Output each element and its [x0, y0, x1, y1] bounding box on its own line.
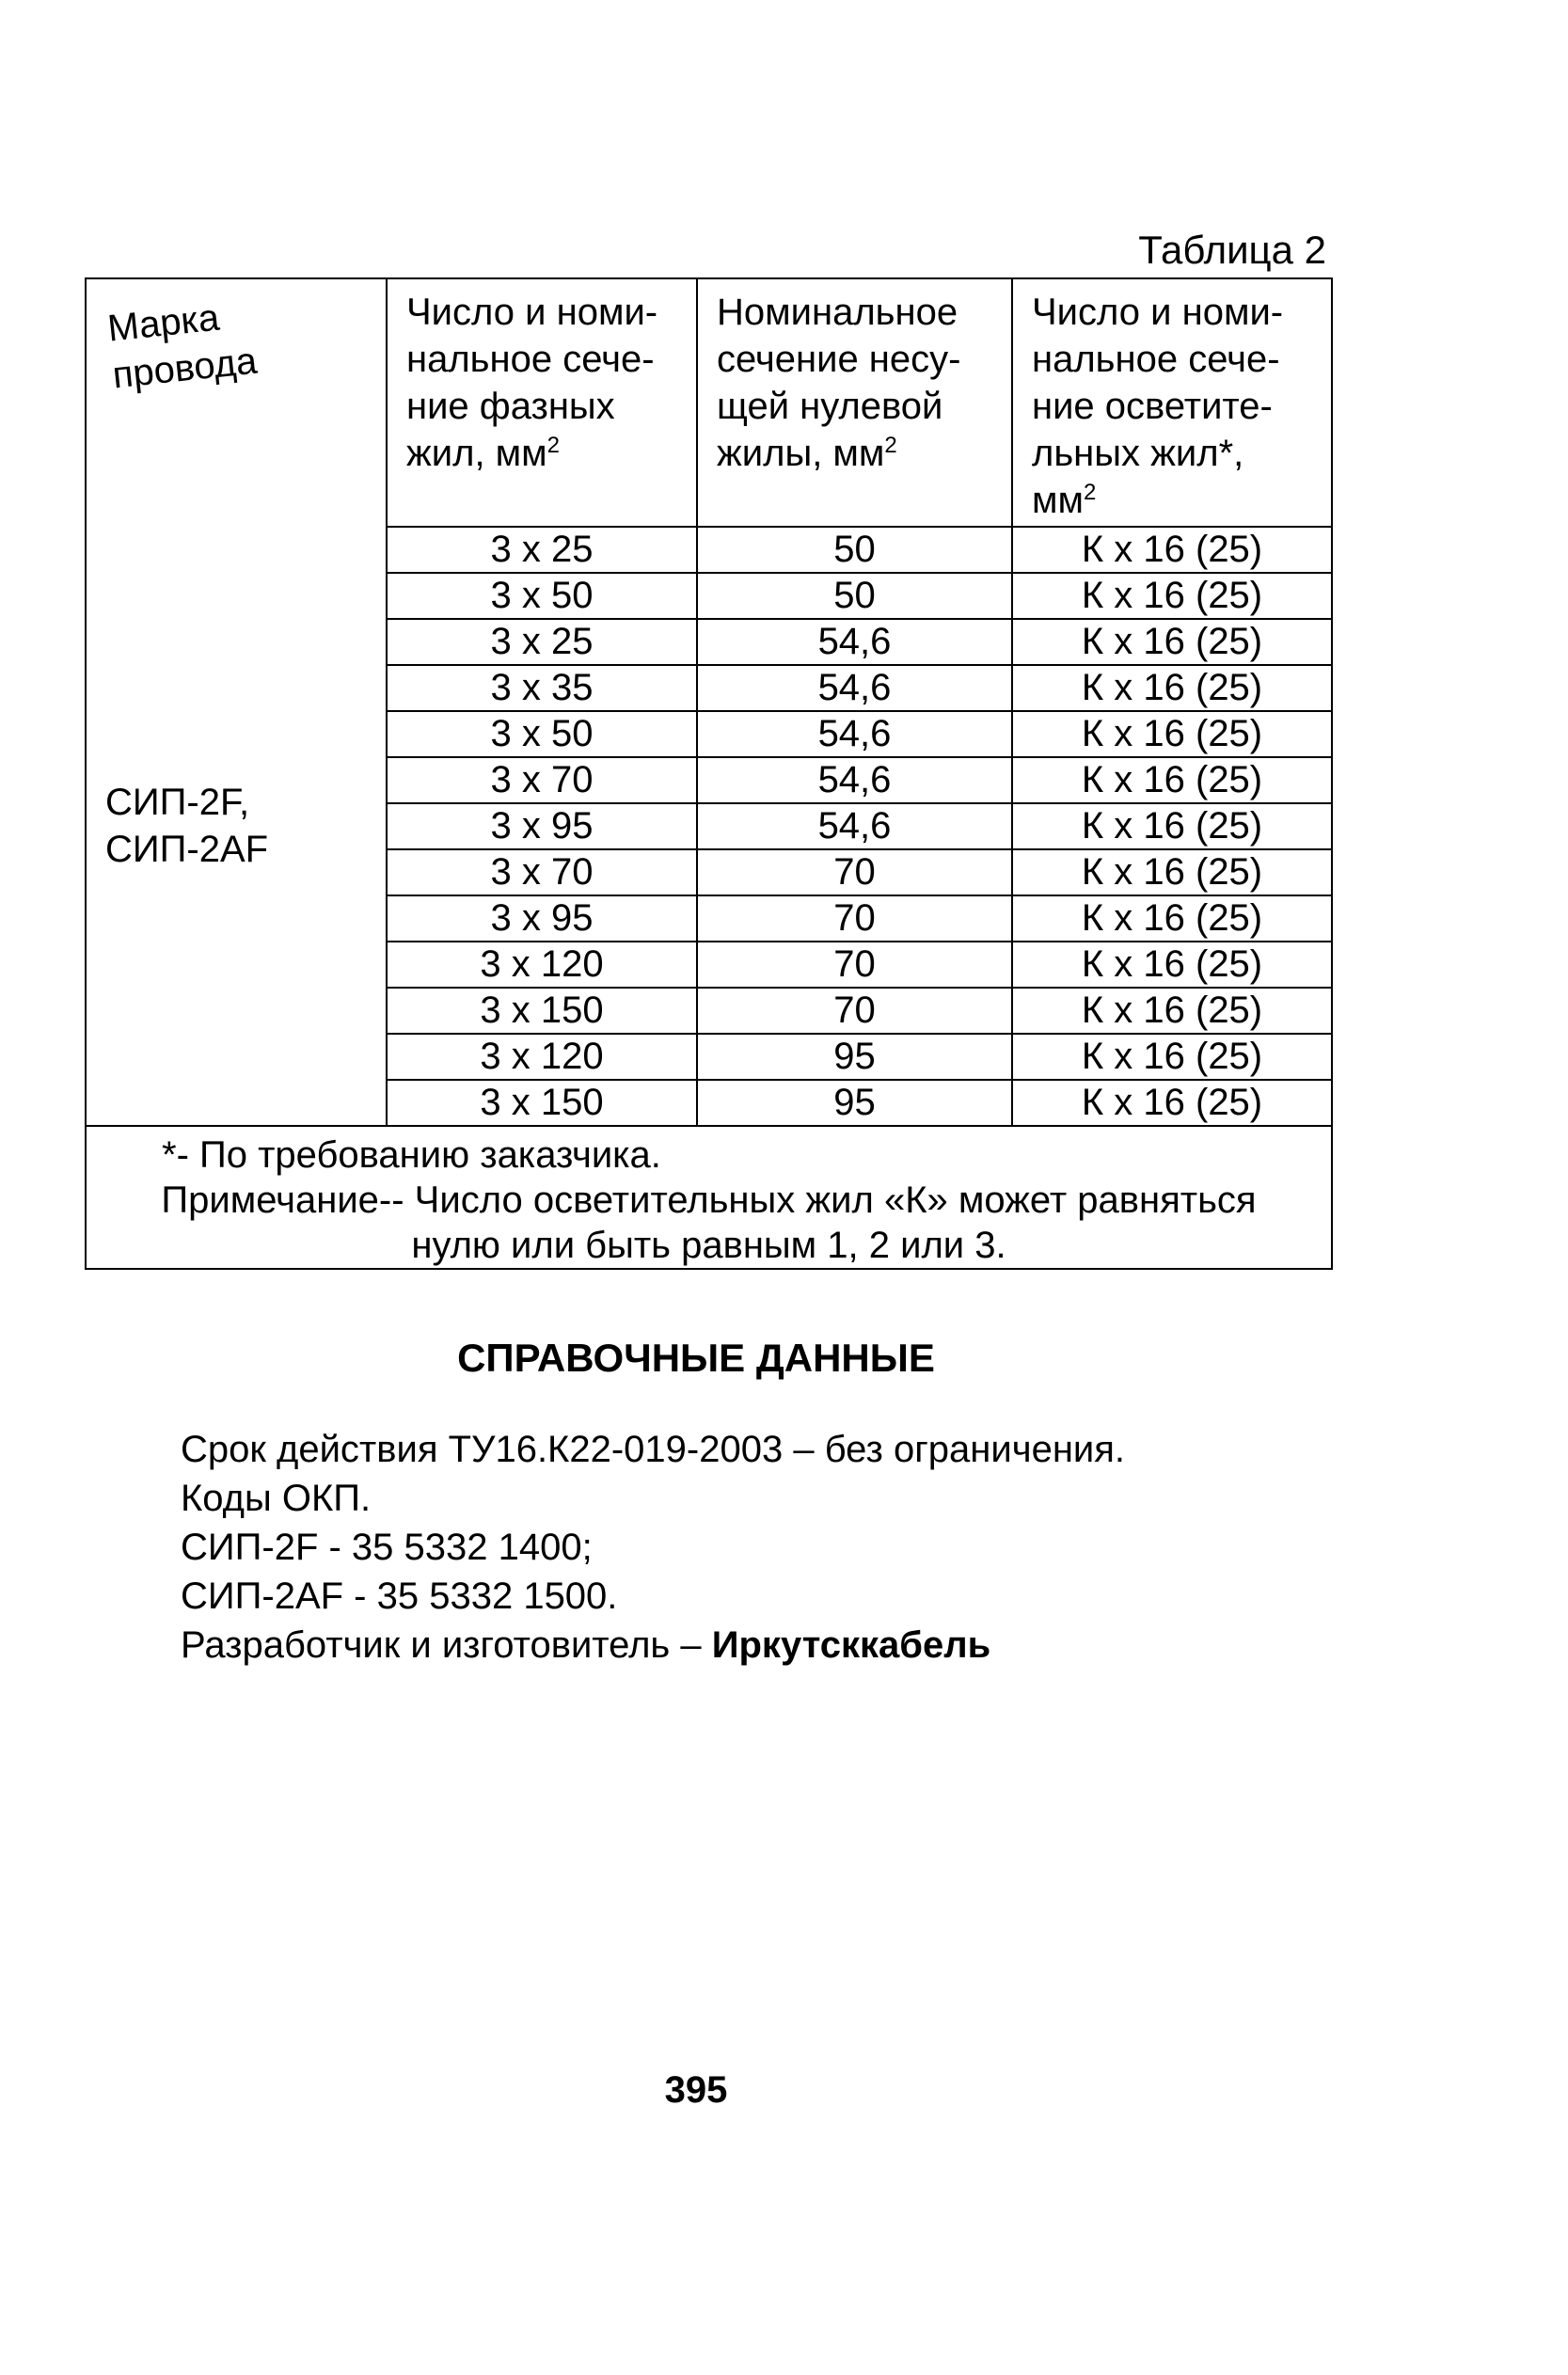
cell-neutral: 54,6 — [697, 665, 1012, 711]
cell-neutral: 54,6 — [697, 757, 1012, 803]
table-body — [86, 527, 1332, 1126]
header-brand-line: провода — [110, 340, 260, 397]
developer-prefix: Разработчик и изготовитель – — [181, 1624, 712, 1666]
note-line: нулю или быть равным 1, 2 или 3. — [411, 1225, 1006, 1266]
reference-line: СИП-2AF - 35 5332 1500. — [181, 1575, 618, 1617]
cell-lighting: К х 16 (25) — [1012, 665, 1332, 711]
cell-lighting: К х 16 (25) — [1012, 527, 1332, 573]
cell-phase: 3 х 50 — [387, 711, 697, 757]
reference-line: Срок действия ТУ16.К22-019-2003 – без ограничения. — [181, 1429, 1126, 1470]
cell-lighting: К х 16 (25) — [1012, 757, 1332, 803]
cell-phase: 3 х 95 — [387, 803, 697, 849]
cell-phase: 3 х 25 — [387, 619, 697, 665]
cell-neutral: 70 — [697, 895, 1012, 942]
cell-phase: 3 х 150 — [387, 988, 697, 1034]
header-phase — [387, 278, 697, 527]
note-line: Примечание-- Число осветительных жил «К» может равняться — [161, 1180, 1257, 1221]
unit-superscript: 2 — [546, 433, 561, 458]
cell-lighting: К х 16 (25) — [1012, 988, 1332, 1034]
cell-neutral: 54,6 — [697, 803, 1012, 849]
header-neutral-line: щей нулевой — [717, 386, 943, 427]
table-header-row — [86, 278, 1332, 527]
cell-lighting: К х 16 (25) — [1012, 1034, 1332, 1080]
header-phase-line: нальное сече- — [406, 339, 655, 380]
cell-lighting: К х 16 (25) — [1012, 619, 1332, 665]
reference-line: Коды ОКП. — [181, 1478, 372, 1519]
cell-lighting: К х 16 (25) — [1012, 895, 1332, 942]
cell-lighting: К х 16 (25) — [1012, 711, 1332, 757]
cell-neutral: 70 — [697, 988, 1012, 1034]
note-row — [86, 1126, 1332, 1269]
reference-data — [181, 1425, 1125, 1670]
section-title: СПРАВОЧНЫЕ ДАННЫЕ — [457, 1336, 935, 1380]
cell-neutral: 54,6 — [697, 619, 1012, 665]
developer-name: Иркутсккабель — [711, 1624, 991, 1666]
header-lighting-line: ние осветите- — [1032, 386, 1273, 427]
header-lighting-line: нальное сече- — [1032, 339, 1280, 380]
cell-phase: 3 х 150 — [387, 1080, 697, 1126]
cell-neutral: 54,6 — [697, 711, 1012, 757]
cell-lighting: К х 16 (25) — [1012, 942, 1332, 988]
brand-line: СИП-2F, — [105, 782, 250, 823]
header-neutral — [697, 278, 1012, 527]
cell-lighting: К х 16 (25) — [1012, 803, 1332, 849]
cell-neutral: 70 — [697, 942, 1012, 988]
cell-phase: 3 х 70 — [387, 757, 697, 803]
header-phase-line: Число и номи- — [406, 292, 658, 333]
cell-phase: 3 х 35 — [387, 665, 697, 711]
cell-phase: 3 х 70 — [387, 849, 697, 895]
cell-neutral: 95 — [697, 1034, 1012, 1080]
header-lighting-line: мм — [1032, 480, 1084, 521]
footnote-asterisk: *- По требованию заказчика. — [162, 1134, 661, 1176]
cell-phase: 3 х 95 — [387, 895, 697, 942]
cell-lighting: К х 16 (25) — [1012, 1080, 1332, 1126]
table-row — [86, 527, 1332, 573]
cell-neutral: 50 — [697, 527, 1012, 573]
unit-superscript: 2 — [1084, 480, 1097, 505]
table-note — [86, 1126, 1332, 1269]
cell-phase: 3 х 120 — [387, 942, 697, 988]
cell-phase: 3 х 25 — [387, 527, 697, 573]
table-caption: Таблица 2 — [1138, 228, 1326, 272]
header-lighting-line: льных жил*, — [1032, 433, 1244, 474]
header-brand-line: Марка — [105, 296, 222, 350]
header-lighting-line: Число и номи- — [1032, 292, 1284, 333]
page-number: 395 — [664, 2069, 728, 2111]
cell-phase: 3 х 50 — [387, 573, 697, 619]
developer-line — [181, 1621, 1125, 1670]
header-neutral-line: жилы, мм — [717, 433, 885, 474]
cell-lighting: К х 16 (25) — [1012, 573, 1332, 619]
cable-data-table — [85, 277, 1333, 1270]
header-neutral-line: Номинальное — [717, 292, 958, 333]
cell-neutral: 95 — [697, 1080, 1012, 1126]
header-lighting — [1012, 278, 1332, 527]
header-phase-line: жил, мм — [406, 433, 547, 474]
header-brand — [86, 278, 387, 527]
header-phase-line: ние фазных — [406, 386, 615, 427]
cell-lighting: К х 16 (25) — [1012, 849, 1332, 895]
reference-line: СИП-2F - 35 5332 1400; — [181, 1527, 593, 1568]
unit-superscript: 2 — [884, 433, 897, 458]
cell-phase: 3 х 120 — [387, 1034, 697, 1080]
cell-neutral: 50 — [697, 573, 1012, 619]
header-neutral-line: сечение несу- — [717, 339, 961, 380]
brand-line: СИП-2AF — [105, 829, 269, 870]
brand-cell — [86, 527, 387, 1126]
cell-neutral: 70 — [697, 849, 1012, 895]
